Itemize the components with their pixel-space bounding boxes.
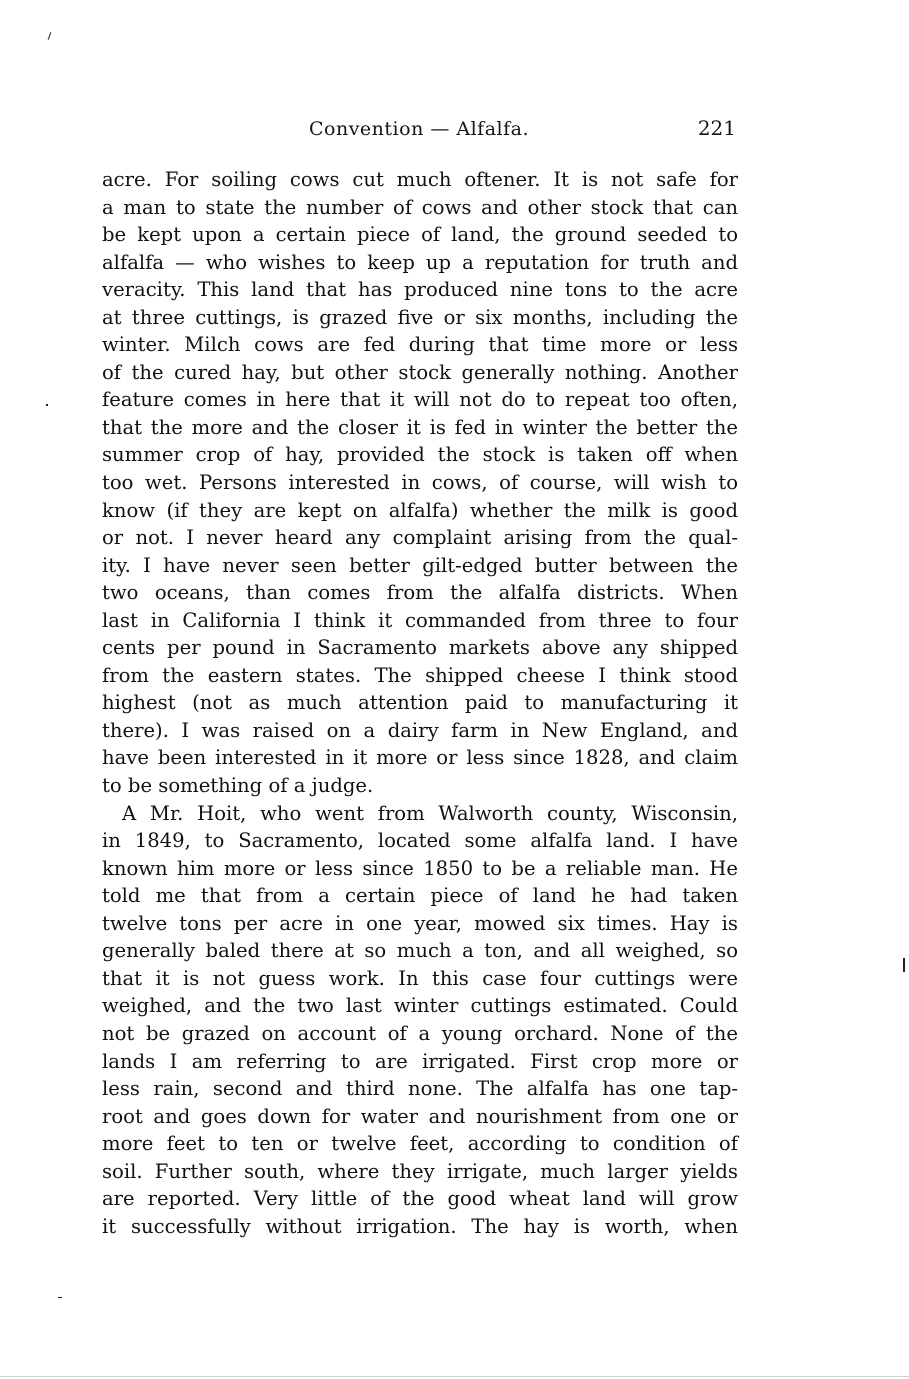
- scan-speck: [58, 1297, 62, 1298]
- scan-speck: [903, 958, 905, 972]
- page-bottom-edge: [0, 1376, 909, 1377]
- body-text: [102, 166, 738, 1240]
- text-line: highest (not as much attention paid to manufacturing it: [102, 691, 738, 715]
- text-line: have been interested in it more or less since 1828, and claim: [102, 746, 738, 770]
- text-line: that the more and the closer it is fed in winter the better the: [102, 415, 738, 439]
- text-line: of the cured hay, but other stock generally nothing. Another: [102, 360, 738, 384]
- text-line: known him more or less since 1850 to be a reliable man. He: [102, 856, 738, 880]
- text-line: know (if they are kept on alfalfa) whether the milk is good: [102, 498, 738, 522]
- text-line: be kept upon a certain piece of land, the ground seeded to: [102, 223, 738, 247]
- text-line: ity. I have never seen better gilt-edged butter between the: [102, 553, 738, 577]
- text-line: twelve tons per acre in one year, mowed six times. Hay is: [102, 911, 738, 935]
- text-line: lands I am referring to are irrigated. First crop more or: [102, 1049, 738, 1073]
- text-line: too wet. Persons interested in cows, of course, will wish to: [102, 471, 738, 495]
- scan-speck: [48, 32, 52, 40]
- text-line: there). I was raised on a dairy farm in New England, and: [102, 718, 738, 742]
- text-line: in 1849, to Sacramento, located some alfalfa land. I have: [102, 829, 738, 853]
- text-line: two oceans, than comes from the alfalfa districts. When: [102, 581, 738, 605]
- text-line: generally baled there at so much a ton, and all weighed, so: [102, 939, 738, 963]
- text-line: acre. For soiling cows cut much oftener. It is not safe for: [102, 168, 738, 191]
- text-line: feature comes in here that it will not do to repeat too often,: [102, 388, 738, 412]
- text-line: to be something of a judge.: [102, 774, 374, 798]
- text-line: at three cuttings, is grazed five or six months, including the: [102, 305, 738, 329]
- running-title: Convention — Alfalfa.: [308, 118, 530, 140]
- text-line: winter. Milch cows are fed during that time more or less: [102, 333, 738, 357]
- text-line: soil. Further south, where they irrigate, much larger yields: [102, 1159, 738, 1183]
- text-line: that it is not guess work. In this case four cuttings were: [102, 966, 738, 990]
- text-line: last in California I think it commanded from three to four: [102, 608, 738, 632]
- text-line: more feet to ten or twelve feet, according to condition of: [102, 1132, 738, 1156]
- text-line: A Mr. Hoit, who went from Walworth county, Wisconsin,: [122, 801, 738, 825]
- text-line: from the eastern states. The shipped cheese I think stood: [102, 663, 738, 687]
- text-line: told me that from a certain piece of land he had taken: [102, 884, 738, 908]
- text-line: it successfully without irrigation. The hay is worth, when: [102, 1214, 738, 1238]
- page-number: 221: [697, 116, 736, 140]
- text-line: not be grazed on account of a young orchard. None of the: [102, 1021, 738, 1045]
- text-line: summer crop of hay, provided the stock is taken off when: [102, 443, 738, 467]
- text-line: cents per pound in Sacramento markets above any shipped: [102, 636, 738, 660]
- text-line: root and goes down for water and nourishment from one or: [102, 1104, 738, 1128]
- text-line: or not. I never heard any complaint arising from the qual-: [102, 526, 738, 550]
- text-line: weighed, and the two last winter cuttings estimated. Could: [102, 994, 738, 1018]
- running-head: [102, 116, 736, 144]
- text-line: a man to state the number of cows and other stock that can: [102, 195, 738, 219]
- text-line: less rain, second and third none. The alfalfa has one tap-: [102, 1077, 738, 1101]
- text-line: alfalfa — who wishes to keep up a reputation for truth and: [102, 250, 738, 274]
- scan-speck: [46, 404, 48, 406]
- text-line: are reported. Very little of the good wheat land will grow: [102, 1187, 738, 1211]
- text-line: veracity. This land that has produced nine tons to the acre: [102, 278, 738, 302]
